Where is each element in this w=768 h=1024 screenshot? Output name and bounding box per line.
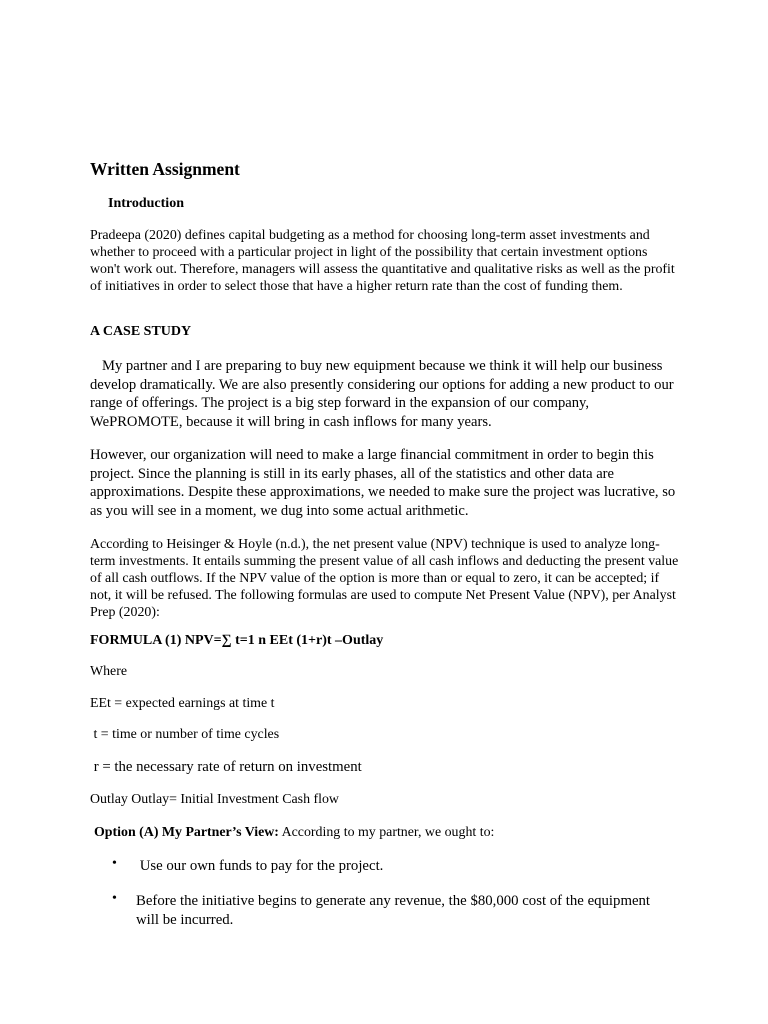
definition-r: r = the necessary rate of return on investment [90,759,362,775]
option-a-label: Option (A) My Partner’s View: [94,825,279,840]
npv-formula: FORMULA (1) NPV=∑ t=1 n EEt (1+r)t –Outlay [90,633,384,648]
introduction-paragraph: Pradeepa (2020) defines capital budgeting as a method for choosing long-term asset investments and whether to proceed with a particular project in light of the possibility that certain investment options won't work out. Therefore, managers will assess the quantitative and qualitative risks as well as the profit of initiatives in order to select those that have a higher return rate than the cost of funding them. [90,228,675,294]
case-study-paragraph-1: My partner and I are preparing to buy new equipment because we think it will help our business develop dramatically. We are also presently considering our options for adding a new product to our range of offerings. The project is a big step forward in the expansion of our company, WePROMOTE, because it will bring in cash inflows for many years. [90,358,674,430]
definition-outlay: Outlay Outlay= Initial Investment Cash flow [90,792,339,807]
bullet-item-2: Before the initiative begins to generate any revenue, the $80,000 cost of the equipment will be incurred. [136,893,651,928]
case-study-paragraph-2: However, our organization will need to make a large financial commitment in order to begin this project. Since the planning is still in its early phases, all of the statistics and other data are approximations. Despite these approximations, we needed to make sure the project was lucrative, so as you will see in a moment, we dug into some actual arithmetic. [90,447,676,519]
option-a-text: According to my partner, we ought to: [278,825,495,840]
bullet-dot-icon: • [112,856,117,871]
case-study-heading: A CASE STUDY [90,324,192,339]
document-title: Written Assignment [90,159,240,179]
introduction-heading: Introduction [108,196,184,211]
definition-eet: EEt = expected earnings at time t [90,696,275,711]
npv-paragraph: According to Heisinger & Hoyle (n.d.), the net present value (NPV) technique is used to analyze long-term investments. It entails summing the present value of all cash inflows and deducting the present value of all cash outflows. If the NPV value of the option is more than or equal to zero, it can be accepted; if not, it will be refused. The following formulas are used to compute Net Present Value (NPV), per Analyst Prep (2020): [90,537,679,620]
bullet-item-1: Use our own funds to pay for the project. [136,858,384,874]
bullet-dot-icon: • [112,891,117,906]
where-label: Where [90,664,128,679]
definition-t: t = time or number of time cycles [90,727,280,742]
option-a-line [94,825,494,841]
